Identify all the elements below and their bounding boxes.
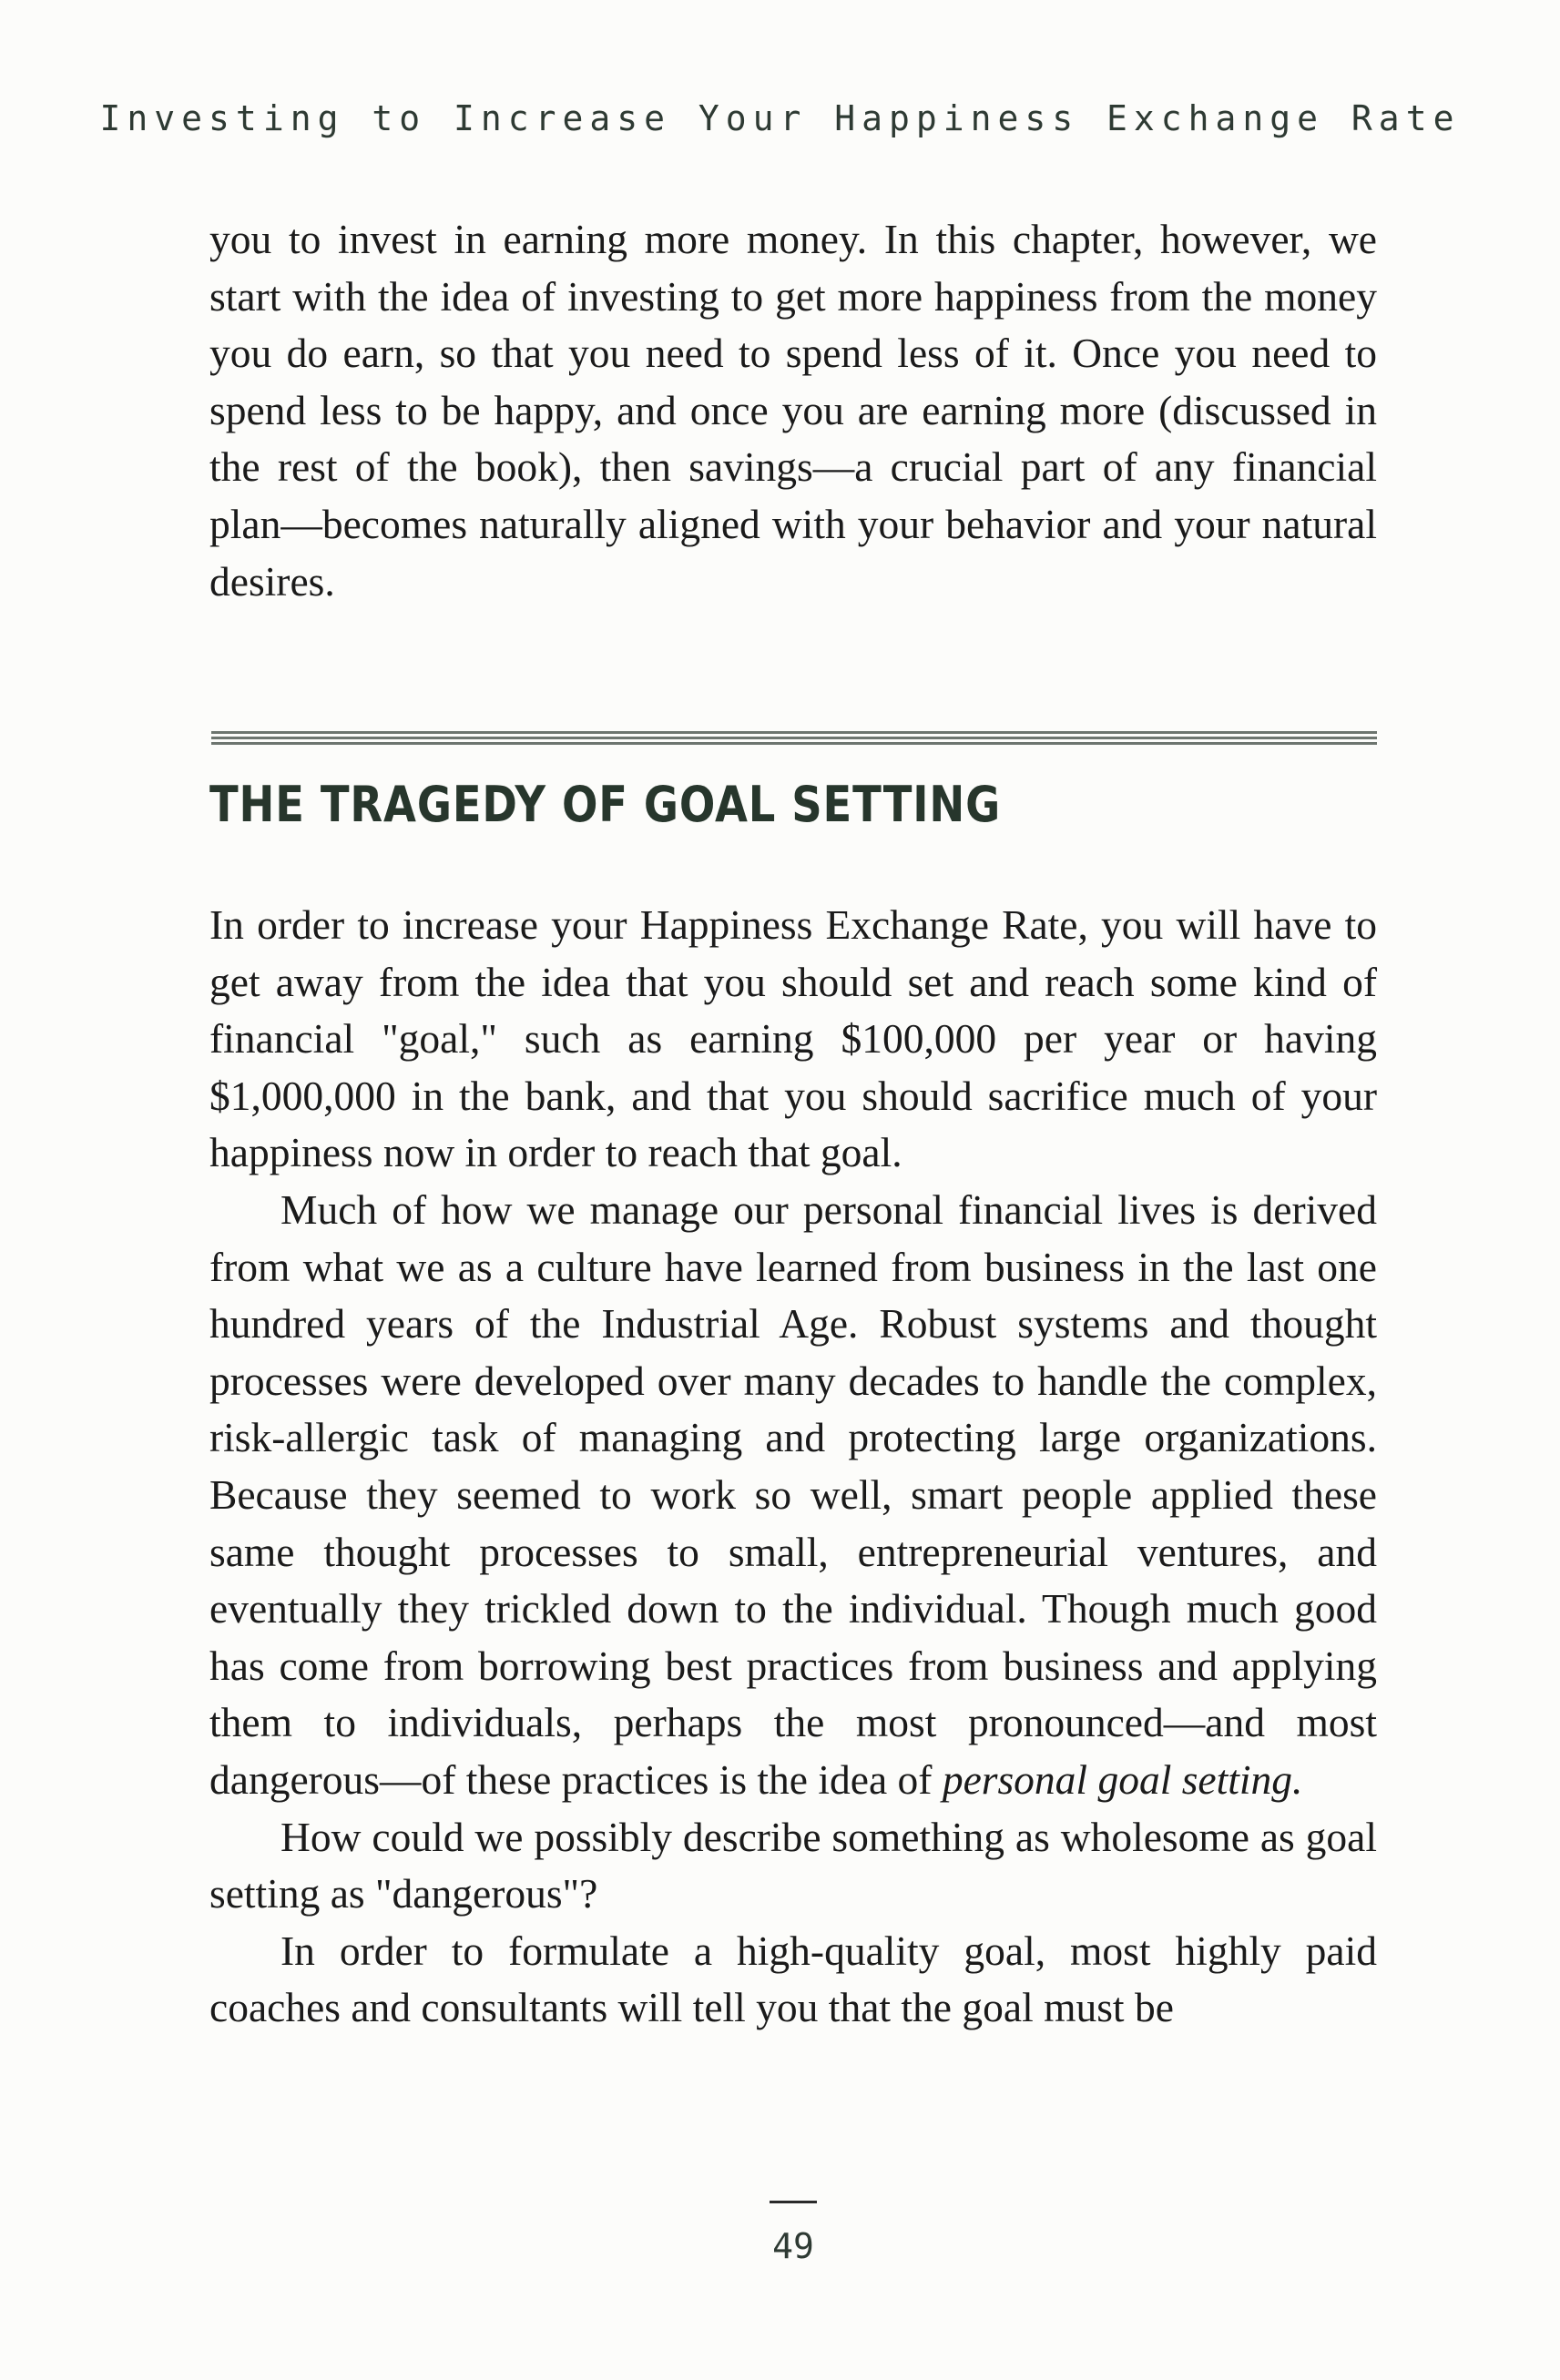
- divider-line: [211, 737, 1377, 739]
- paragraph-1: In order to increase your Happiness Exchange Rate, you will have to get away from the idea that you should set and reach some kind of financial "goal," such as earning $100,000 per year or having $1,000,000 in the bank, and that you should sacrifice much of your happiness now in order to reach that goal.: [209, 901, 1377, 1176]
- intro-paragraph: you to invest in earning more money. In this chapter, however, we start with the idea of investing to get more happiness from the money you do earn, so that you need to spend less of it. Once you need to spend less to be happy, and once you are earning more (discussed in the rest of the book), then savings—a crucial part of any financial plan—becomes naturally aligned with your behavior and your natural desires.: [209, 216, 1377, 605]
- page-number-rule: [770, 2201, 817, 2203]
- running-head: Investing to Increase Your Happiness Exchange Rate: [99, 98, 1461, 138]
- section-heading: THE TRAGEDY OF GOAL SETTING: [209, 776, 1002, 833]
- paragraph-2-text: Much of how we manage our personal financial lives is derived from what we as a culture have learned from business in the last one hundred years of the Industrial Age. Robust systems and thought processes were developed over many decades to handle the complex, risk-allergic task of managing and protecting large organizations. Because they seemed to work so well, smart people applied these same thought processes to small, entrepreneurial ventures, and eventually they trickled down to the individual. Though much good has come from borrowing best practices from business and applying them to individuals, perhaps the most pronounced—and most dangerous—of these practices is the idea of: [209, 1185, 1377, 1803]
- paragraph-2: [209, 1182, 1377, 1809]
- divider-line: [211, 742, 1377, 745]
- paragraph-4: In order to formulate a high-quality goal, most highly paid coaches and consultants will tell you that the goal must be: [209, 1927, 1377, 2031]
- section-divider: [211, 731, 1377, 749]
- page-number: 49: [772, 2226, 814, 2266]
- paragraph-3: How could we possibly describe something as wholesome as goal setting as "dangerous"?: [209, 1813, 1377, 1917]
- divider-line: [211, 731, 1377, 734]
- intro-paragraph-block: [209, 211, 1377, 610]
- paragraph-2-emphasis: personal goal setting.: [942, 1755, 1303, 1803]
- section-body: [209, 897, 1377, 2037]
